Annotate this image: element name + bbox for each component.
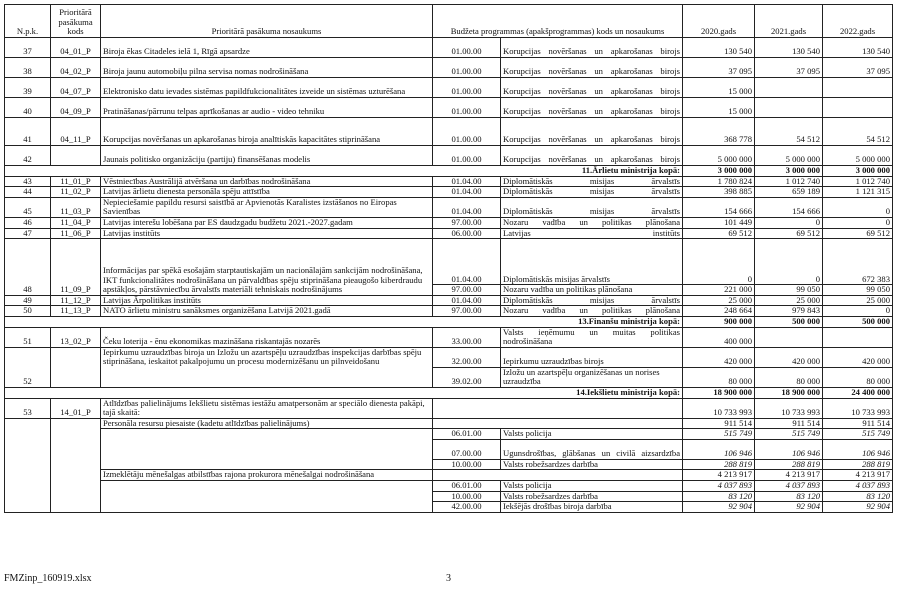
cell-program-name: Valsts ieņēmumu un muitas politikas nodrošināšana <box>501 327 683 347</box>
cell-name <box>101 429 433 470</box>
cell-npk: 52 <box>5 347 51 387</box>
cell-2020: 37 095 <box>683 58 755 78</box>
cell-2022: 69 512 <box>823 228 893 239</box>
cell-name: Elektronisko datu ievades sistēmas papildfukcionalitātes izveide un sistēmas uzturēšana <box>101 78 433 98</box>
cell-program-name: Nozaru vadība un politikas plānošana <box>501 217 683 228</box>
cell-code: 11_06_P <box>51 228 101 239</box>
cell-name: Latvijas Ārpolitikas institūts <box>101 295 433 306</box>
cell-code: 04_02_P <box>51 58 101 78</box>
cell-2021: 4 213 917 <box>755 470 823 481</box>
cell-2021 <box>755 327 823 347</box>
cell-name: Vēstniecības Austrālijā atvēršana un darbības nodrošināšana <box>101 176 433 187</box>
header-2021: 2021.gads <box>755 5 823 38</box>
cell-program-code: 10.00.00 <box>433 491 501 502</box>
cell-2021: 80 000 <box>755 367 823 387</box>
cell-program-code: 01.00.00 <box>433 78 501 98</box>
cell-2020: 92 904 <box>683 502 755 513</box>
cell-name: Latvijas institūts <box>101 228 433 239</box>
cell-2022: 5 000 000 <box>823 146 893 166</box>
cell-code: 11_01_P <box>51 176 101 187</box>
cell-2021: 10 733 993 <box>755 398 823 418</box>
cell-2021 <box>755 78 823 98</box>
cell-2022 <box>823 78 893 98</box>
table-row <box>5 418 893 429</box>
cell-total-2020: 18 900 000 <box>683 387 755 398</box>
header-prio-code: Prioritārā pasākuma kods <box>51 5 101 38</box>
cell-program-name: Korupcijas novēršanas un apkarošanas birojs <box>501 98 683 118</box>
cell-name: Biroja jaunu automobiļu pilna servisa nomas nodrošināšana <box>101 58 433 78</box>
cell-2021: 4 037 893 <box>755 481 823 492</box>
table-row <box>5 58 893 78</box>
cell-2021: 69 512 <box>755 228 823 239</box>
table-row <box>5 327 893 347</box>
cell-name: Atlīdzības palielinājums Iekšlietu sistēmas iestāžu amatpersonām ar speciālo dienesta pakāpi, tajā skaitā: <box>101 398 433 418</box>
cell-program-code: 01.04.00 <box>433 239 501 285</box>
cell-program-code: 01.00.00 <box>433 118 501 146</box>
cell-2021: 1 012 740 <box>755 176 823 187</box>
cell-2020: 398 885 <box>683 187 755 198</box>
table-row <box>5 98 893 118</box>
cell-code: 11_13_P <box>51 306 101 317</box>
cell-program-name: Korupcijas novēršanas un apkarošanas birojs <box>501 38 683 58</box>
cell-name: Izmeklētāju mēnešalgas atbilstības rajona prokurora mēnešalgai nodrošināšana <box>101 470 433 481</box>
cell-2022 <box>823 98 893 118</box>
spreadsheet-page <box>4 4 893 513</box>
cell-2020: 1 780 824 <box>683 176 755 187</box>
cell-program-code: 32.00.00 <box>433 347 501 367</box>
cell-2020: 15 000 <box>683 98 755 118</box>
cell-2020: 69 512 <box>683 228 755 239</box>
table-row <box>5 239 893 285</box>
cell-program-name: Diplomātiskās misijas ārvalstīs <box>501 239 683 285</box>
cell-npk: 38 <box>5 58 51 78</box>
cell-2021: 0 <box>755 217 823 228</box>
cell-name: Čeku loterija - ēnu ekonomikas mazināšana riskantajās nozarēs <box>101 327 433 347</box>
cell-code: 14_01_P <box>51 398 101 418</box>
cell-code: 04_07_P <box>51 78 101 98</box>
cell-total-2021: 500 000 <box>755 316 823 327</box>
cell-2020: 10 733 993 <box>683 398 755 418</box>
table-row <box>5 398 893 418</box>
table-row <box>5 470 893 481</box>
cell-npk: 39 <box>5 78 51 98</box>
header-budget: Budžeta programmas (apakšprogrammas) kods un nosaukums <box>433 5 683 38</box>
cell-2020: 4 037 893 <box>683 481 755 492</box>
cell-2020: 248 664 <box>683 306 755 317</box>
cell-2022: 99 050 <box>823 285 893 296</box>
table-row <box>5 228 893 239</box>
cell-2021: 911 514 <box>755 418 823 429</box>
cell-npk: 43 <box>5 176 51 187</box>
cell-total-2020: 900 000 <box>683 316 755 327</box>
cell-total-2021: 3 000 000 <box>755 166 823 177</box>
cell-code: 04_11_P <box>51 118 101 146</box>
cell-2022: 0 <box>823 217 893 228</box>
cell-2022: 672 383 <box>823 239 893 285</box>
header-name: Prioritārā pasākuma nosaukums <box>101 5 433 38</box>
cell-name: Latvijas ārlietu dienesta personāla spēju attīstība <box>101 187 433 198</box>
cell-program-name: Izložu un azartspēļu organizēšanas un norises uzraudzība <box>501 367 683 387</box>
cell-2022: 420 000 <box>823 347 893 367</box>
total-row <box>5 316 893 327</box>
cell-npk: 53 <box>5 398 51 418</box>
cell-2022: 25 000 <box>823 295 893 306</box>
cell-2020: 80 000 <box>683 367 755 387</box>
table-row <box>5 197 893 217</box>
cell-program-name: Korupcijas novēršanas un apkarošanas birojs <box>501 58 683 78</box>
cell-code: 11_02_P <box>51 187 101 198</box>
cell-2021: 979 843 <box>755 306 823 317</box>
cell-2022: 37 095 <box>823 58 893 78</box>
cell-2022: 0 <box>823 197 893 217</box>
cell-2020: 400 000 <box>683 327 755 347</box>
cell-2022: 515 749 <box>823 429 893 440</box>
cell-2021: 37 095 <box>755 58 823 78</box>
header-npk: N.p.k. <box>5 5 51 38</box>
cell-2021: 25 000 <box>755 295 823 306</box>
cell-2020: 154 666 <box>683 197 755 217</box>
cell-2022: 288 819 <box>823 459 893 470</box>
cell-name: Korupcijas novēršanas un apkarošanas biroja analītiskās kapacitātes stiprināšana <box>101 118 433 146</box>
cell-npk: 37 <box>5 38 51 58</box>
cell-code <box>51 146 101 166</box>
cell-2022: 1 121 315 <box>823 187 893 198</box>
table-row <box>5 187 893 198</box>
cell-total-label: 14.Iekšlietu ministrija kopā: <box>5 387 683 398</box>
cell-2021: 659 189 <box>755 187 823 198</box>
cell-2021: 5 000 000 <box>755 146 823 166</box>
budget-table <box>4 4 893 513</box>
cell-program-code: 06.00.00 <box>433 228 501 239</box>
cell-code: 11_12_P <box>51 295 101 306</box>
cell-2020: 221 000 <box>683 285 755 296</box>
cell-2020: 288 819 <box>683 459 755 470</box>
cell-2020: 130 540 <box>683 38 755 58</box>
cell-total-2022: 3 000 000 <box>823 166 893 177</box>
cell-name: Personāla resursu piesaiste (kadetu atlīdzības palielinājums) <box>101 418 433 429</box>
cell-program-code: 33.00.00 <box>433 327 501 347</box>
table-row <box>5 429 893 440</box>
cell-2020: 5 000 000 <box>683 146 755 166</box>
table-row <box>5 176 893 187</box>
cell-code: 04_01_P <box>51 38 101 58</box>
total-row <box>5 166 893 177</box>
cell-program-code: 97.00.00 <box>433 306 501 317</box>
cell-2021: 154 666 <box>755 197 823 217</box>
cell-npk: 48 <box>5 239 51 296</box>
cell-program <box>433 398 683 418</box>
cell-name <box>101 481 433 513</box>
cell-program-code: 10.00.00 <box>433 459 501 470</box>
cell-program-name: Valsts robežsardzes darbība <box>501 491 683 502</box>
cell-2020: 101 449 <box>683 217 755 228</box>
cell-total-2022: 500 000 <box>823 316 893 327</box>
cell-program-name: Korupcijas novēršanas un apkarošanas birojs <box>501 146 683 166</box>
cell-program-name: Diplomātiskās misijas ārvalstīs <box>501 187 683 198</box>
cell-name: Nepieciešamie papildu resursi saistībā ar Apvienotās Karalistes izstāšanos no Eiropas Savienības <box>101 197 433 217</box>
cell-npk: 40 <box>5 98 51 118</box>
cell-program-code: 01.00.00 <box>433 146 501 166</box>
table-row <box>5 38 893 58</box>
cell-2020: 0 <box>683 239 755 285</box>
cell-program-name: Ugunsdrošības, glābšanas un civilā aizsardzība <box>501 439 683 459</box>
cell-npk: 51 <box>5 327 51 347</box>
table-row <box>5 295 893 306</box>
cell-2022: 54 512 <box>823 118 893 146</box>
table-row <box>5 78 893 98</box>
cell-npk: 49 <box>5 295 51 306</box>
cell-program-code: 97.00.00 <box>433 285 501 296</box>
cell-program-code: 01.00.00 <box>433 58 501 78</box>
cell-total-label: 13.Finanšu ministrija kopā: <box>5 316 683 327</box>
cell-npk: 42 <box>5 146 51 166</box>
cell-program-name: Diplomātiskās misijas ārvalstīs <box>501 197 683 217</box>
cell-2021: 99 050 <box>755 285 823 296</box>
total-row <box>5 387 893 398</box>
cell-name: NATO ārlietu ministru sanāksmes organizēšana Latvijā 2021.gadā <box>101 306 433 317</box>
cell-2020: 4 213 917 <box>683 470 755 481</box>
footer-page-number: 3 <box>446 573 451 584</box>
cell-npk: 41 <box>5 118 51 146</box>
cell-npk: 46 <box>5 217 51 228</box>
cell-2022: 80 000 <box>823 367 893 387</box>
cell-npk: 47 <box>5 228 51 239</box>
cell-name: Iepirkumu uzraudzības biroja un Izložu un azartspēļu uzraudzības inspekcijas darbības spēju stiprināšana, ieskaitot pakalpojumu un procesu modernizēšanu un pilnveidošanu <box>101 347 433 387</box>
cell-program-code: 01.04.00 <box>433 187 501 198</box>
cell-total-2020: 3 000 000 <box>683 166 755 177</box>
cell-code: 11_09_P <box>51 239 101 296</box>
cell-2022: 10 733 993 <box>823 398 893 418</box>
cell-program-code: 39.02.00 <box>433 367 501 387</box>
cell-2022: 0 <box>823 306 893 317</box>
cell-2022: 92 904 <box>823 502 893 513</box>
cell-program-name: Korupcijas novēršanas un apkarošanas birojs <box>501 78 683 98</box>
cell-program-code: 01.00.00 <box>433 98 501 118</box>
cell-2020: 25 000 <box>683 295 755 306</box>
cell-2021: 83 120 <box>755 491 823 502</box>
cell-program-code: 06.01.00 <box>433 429 501 440</box>
cell-2020: 420 000 <box>683 347 755 367</box>
cell-program-code: 07.00.00 <box>433 439 501 459</box>
cell-program-name: Valsts policija <box>501 481 683 492</box>
table-row <box>5 217 893 228</box>
cell-2022: 1 012 740 <box>823 176 893 187</box>
cell-npk: 50 <box>5 306 51 317</box>
cell-name: Informācijas par spēkā esošajām starptautiskajām un nacionālajām sankcijām nodrošināšana, IKT funkcionalitātes nodrošināšana un pārvaldības spēju stiprināšana pieaugošo kiberdraudu apstākļos, pārstāvniecību ārvalstīs materiāli tehniskais nodrošinājums <box>101 239 433 296</box>
cell-program-name: Korupcijas novēršanas un apkarošanas birojs <box>501 118 683 146</box>
cell-program-name: Iekšējās drošības biroja darbība <box>501 502 683 513</box>
cell-2022 <box>823 327 893 347</box>
cell-code <box>51 347 101 387</box>
cell-2022: 130 540 <box>823 38 893 58</box>
cell-program-name: Latvijas institūts <box>501 228 683 239</box>
cell-2021 <box>755 98 823 118</box>
header-2020: 2020.gads <box>683 5 755 38</box>
cell-2022: 83 120 <box>823 491 893 502</box>
cell-code: 13_02_P <box>51 327 101 347</box>
table-row <box>5 118 893 146</box>
cell-2021: 130 540 <box>755 38 823 58</box>
cell-2021: 288 819 <box>755 459 823 470</box>
cell-2020: 911 514 <box>683 418 755 429</box>
cell-npk: 45 <box>5 197 51 217</box>
cell-2020: 15 000 <box>683 78 755 98</box>
cell-total-label: 11.Ārlietu ministrija kopā: <box>5 166 683 177</box>
cell-code <box>51 418 101 512</box>
cell-name: Latvijas interešu lobēšana par ES daudzgadu budžetu 2021.-2027.gadam <box>101 217 433 228</box>
cell-2020: 83 120 <box>683 491 755 502</box>
cell-program-name: Valsts policija <box>501 429 683 440</box>
cell-2022: 4 037 893 <box>823 481 893 492</box>
cell-program-code: 01.00.00 <box>433 38 501 58</box>
table-row <box>5 347 893 367</box>
cell-program-name: Nozaru vadība un politikas plānošana <box>501 285 683 296</box>
cell-2021: 515 749 <box>755 429 823 440</box>
cell-2020: 515 749 <box>683 429 755 440</box>
cell-program <box>433 470 683 481</box>
cell-2020: 368 778 <box>683 118 755 146</box>
cell-program-code: 01.04.00 <box>433 176 501 187</box>
cell-code: 11_04_P <box>51 217 101 228</box>
cell-npk: 44 <box>5 187 51 198</box>
cell-2021: 106 946 <box>755 439 823 459</box>
cell-total-2022: 24 400 000 <box>823 387 893 398</box>
cell-name: Jaunais politisko organizāciju (partiju) finansēšanas modelis <box>101 146 433 166</box>
cell-2021: 0 <box>755 239 823 285</box>
table-row <box>5 306 893 317</box>
cell-program-name: Diplomātiskās misijas ārvalstīs <box>501 295 683 306</box>
cell-2020: 106 946 <box>683 439 755 459</box>
cell-program-code: 06.01.00 <box>433 481 501 492</box>
cell-program-code: 01.04.00 <box>433 197 501 217</box>
table-row <box>5 481 893 492</box>
cell-code: 11_03_P <box>51 197 101 217</box>
cell-name: Pratināšanas/pārrunu telpas aprīkošanas ar audio - video tehniku <box>101 98 433 118</box>
cell-program-name: Valsts robežsardzes darbība <box>501 459 683 470</box>
cell-name: Biroja ēkas Citadeles ielā 1, Rīgā apsardze <box>101 38 433 58</box>
cell-2022: 106 946 <box>823 439 893 459</box>
cell-program-code: 97.00.00 <box>433 217 501 228</box>
cell-2022: 911 514 <box>823 418 893 429</box>
cell-program-name: Nozaru vadība un politikas plānošana <box>501 306 683 317</box>
cell-2021: 420 000 <box>755 347 823 367</box>
cell-program-code: 01.04.00 <box>433 295 501 306</box>
cell-program-code: 42.00.00 <box>433 502 501 513</box>
table-body <box>5 38 893 513</box>
cell-code: 04_09_P <box>51 98 101 118</box>
cell-2021: 92 904 <box>755 502 823 513</box>
footer-filename: FMZinp_160919.xlsx <box>4 573 92 584</box>
cell-program-name: Diplomātiskās misijas ārvalstīs <box>501 176 683 187</box>
cell-npk <box>5 418 51 512</box>
cell-program <box>433 418 683 429</box>
header-2022: 2022.gads <box>823 5 893 38</box>
table-row <box>5 146 893 166</box>
header-row <box>5 5 893 38</box>
cell-2022: 4 213 917 <box>823 470 893 481</box>
cell-total-2021: 18 900 000 <box>755 387 823 398</box>
cell-program-name: Iepirkumu uzraudzības birojs <box>501 347 683 367</box>
cell-2021: 54 512 <box>755 118 823 146</box>
